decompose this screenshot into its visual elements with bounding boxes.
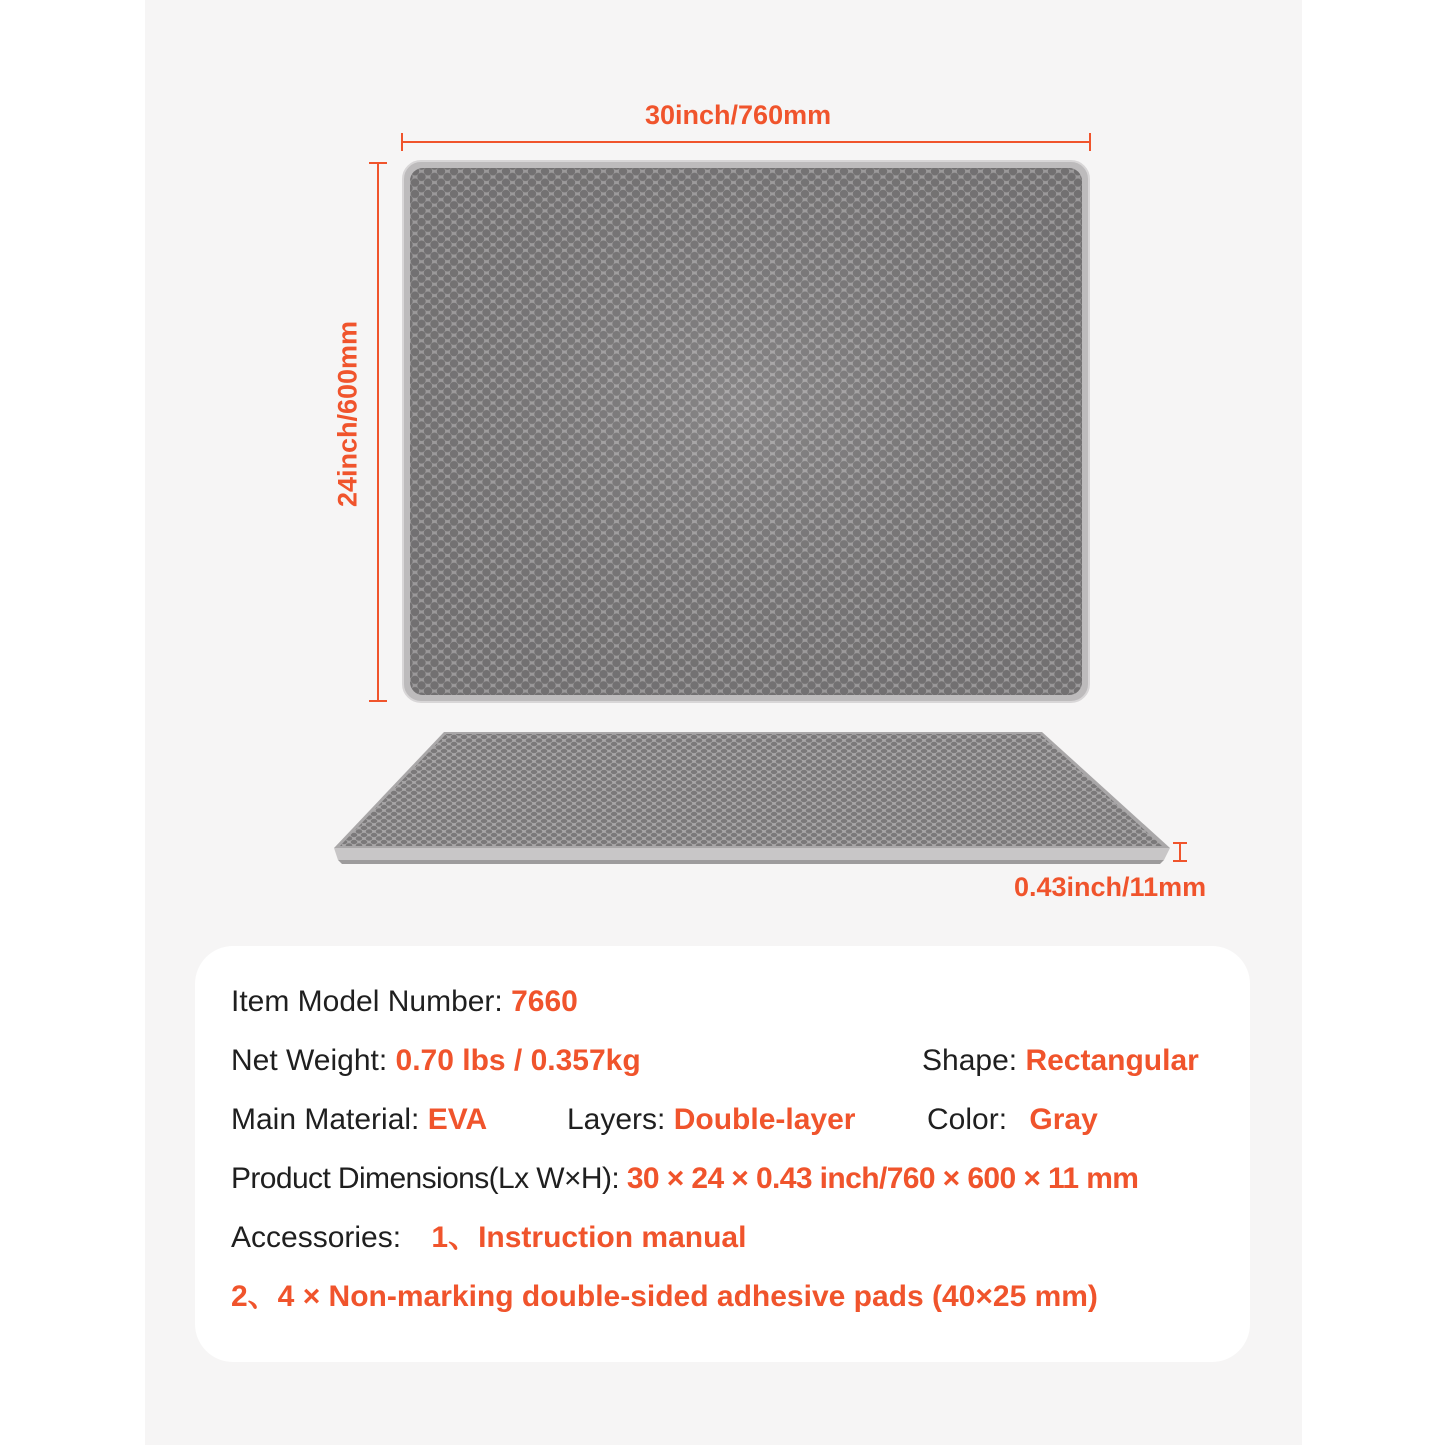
color-row — [927, 1103, 1098, 1137]
width-dimension-label: 30inch/760mm — [645, 100, 832, 130]
model-number-value: 7660 — [511, 985, 578, 1018]
layers-value: Double-layer — [673, 1103, 856, 1136]
net-weight-row — [231, 1044, 641, 1078]
net-weight-value: 0.70 lbs / 0.357kg — [395, 1044, 641, 1077]
height-dimension-line — [377, 162, 379, 702]
accessory-item-1: 1、Instruction manual — [431, 1221, 747, 1254]
height-dimension-label: 24inch/600mm — [332, 320, 363, 508]
thickness-dimension-label: 0.43inch/11mm — [1014, 872, 1207, 902]
accessories-row — [231, 1221, 746, 1255]
shape-label: Shape: — [922, 1044, 1018, 1077]
mat-top-view-image — [402, 160, 1090, 703]
product-dimensions-label: Product Dimensions(Lx W×H): — [231, 1162, 620, 1195]
accessory-item-2-row — [231, 1280, 1098, 1314]
shape-row — [922, 1044, 1199, 1078]
product-dimensions-row — [231, 1162, 1138, 1196]
model-number-row — [231, 985, 578, 1019]
net-weight-label: Net Weight: — [231, 1044, 388, 1077]
accessories-label: Accessories: — [231, 1221, 402, 1254]
accessory-item-2: 2、4 × Non-marking double-sided adhesive pads (40×25 mm) — [231, 1280, 1098, 1313]
color-label: Color: — [927, 1103, 1008, 1136]
layers-row — [567, 1103, 855, 1137]
width-dimension-line — [401, 141, 1091, 143]
material-label: Main Material: — [231, 1103, 420, 1136]
material-value: EVA — [427, 1103, 488, 1136]
color-value: Gray — [1029, 1103, 1098, 1136]
product-dimensions-value: 30 × 24 × 0.43 inch/760 × 600 × 11 mm — [626, 1162, 1139, 1195]
material-row — [231, 1103, 487, 1137]
mat-perspective-image — [334, 730, 1170, 866]
thickness-dimension-line — [1179, 842, 1181, 862]
shape-value: Rectangular — [1025, 1044, 1199, 1077]
model-number-label: Item Model Number: — [231, 985, 503, 1018]
layers-label: Layers: — [567, 1103, 666, 1136]
